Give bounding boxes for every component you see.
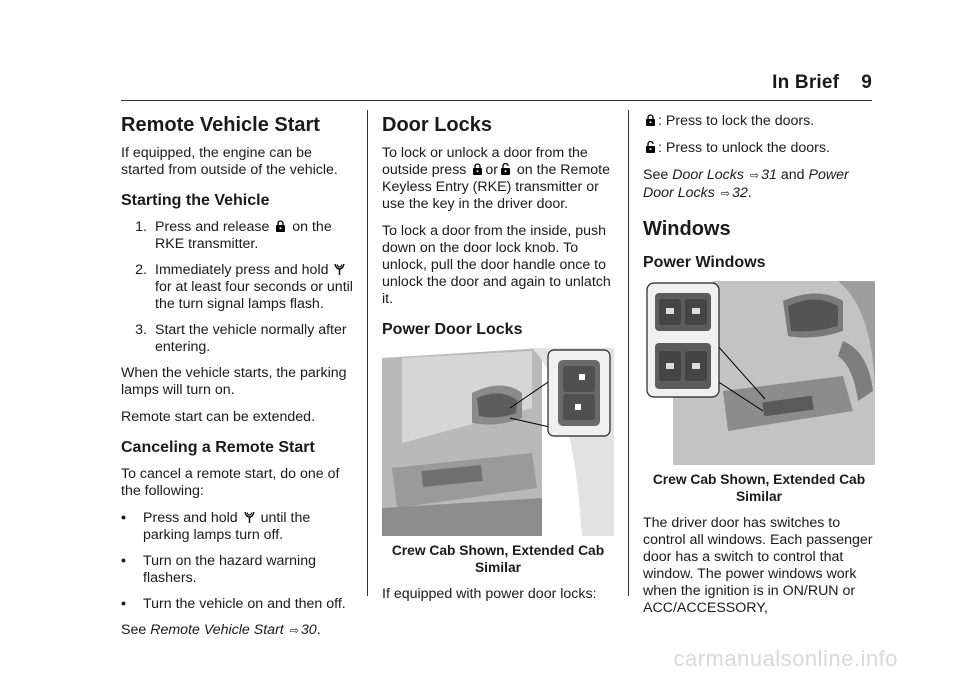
bullet-text: Turn the vehicle on and then off. [143,596,346,612]
list-item [121,553,353,587]
lock-icon [472,163,483,175]
xref-link[interactable]: Power Door Locks [643,167,849,201]
door-lock-switch-illustration [382,348,614,536]
remote-start-icon [334,263,345,275]
page-header [772,72,872,94]
xref-link[interactable]: Remote Vehicle Start [150,622,284,638]
figure-caption: Crew Cab Shown, Extended Cab Similar [391,543,605,575]
list-item [121,510,353,544]
paragraph: Remote start can be extended. [121,409,316,425]
unlock-icon [500,163,511,175]
figure-caption: Crew Cab Shown, Extended Cab Similar [652,472,866,504]
xref-link[interactable]: Door Locks [672,167,744,183]
column-right [643,113,875,627]
column-middle [382,105,614,613]
text: : Press to unlock the doors. [658,140,830,156]
bullet: • [121,596,126,612]
cross-reference [121,622,353,640]
heading-power-door-locks: Power Door Locks [382,321,523,338]
list-item [121,262,353,313]
text: and [780,167,805,183]
section-title: In Brief [772,72,840,93]
step-text: on the RKE transmitter. [155,219,332,252]
bullet: • [121,510,126,526]
step-text: Press and release [155,219,270,235]
xref-page[interactable]: 31 [761,167,777,183]
page-arrow-icon: ⇨ [289,625,299,637]
list-item [121,322,353,356]
step-text: Immediately press and hold [155,262,329,278]
page-arrow-icon: ⇨ [749,170,760,182]
list-item [121,219,353,253]
list-item [121,596,353,613]
step-number: 1. [135,219,147,235]
paragraph: If equipped, the engine can be started from outside of the vehicle. [121,145,338,178]
column-left [121,105,353,650]
bullet-text: Turn on the hazard warning flashers. [143,553,316,586]
watermark: carmanualsonline.info [673,646,898,671]
lock-icon [645,114,656,126]
unlock-icon [645,141,656,153]
see-label: See [643,167,669,183]
bullet-text: Press and hold [143,510,238,526]
heading-windows: Windows [643,218,731,240]
xref-page[interactable]: 30 [300,622,317,638]
page-number: 9 [861,72,872,93]
heading-remote-vehicle-start: Remote Vehicle Start [121,114,320,136]
punctuation: . [316,622,321,638]
power-window-switch-illustration [643,281,875,465]
xref-page[interactable]: 32 [731,185,748,201]
text: on the Remote Keyless Entry (RKE) transmitter or use the key in the driver door. [382,162,610,212]
step-number: 2. [135,262,147,278]
heading-canceling-remote-start: Canceling a Remote Start [121,439,315,456]
column-divider [628,110,629,596]
lock-icon [275,220,286,232]
heading-starting-the-vehicle: Starting the Vehicle [121,192,270,209]
step-text: for at least four seconds or until the turn signal lamps flash. [155,279,353,312]
paragraph: The driver door has switches to control all windows. Each passenger door has a switch to control that window. The power windows work when the ignition is in ON/RUN or ACC/ACCESSORY, [643,515,873,616]
text: or [485,162,498,178]
cross-reference [643,167,875,203]
heading-power-windows: Power Windows [643,254,766,271]
paragraph: When the vehicle starts, the parking lamps will turn on. [121,365,347,398]
step-text: Start the vehicle normally after entering. [155,322,347,355]
unlock-definition [643,140,875,157]
page-arrow-icon: ⇨ [720,188,730,200]
column-divider [367,110,368,596]
bullet: • [121,553,126,569]
punctuation: . [747,185,752,201]
paragraph: To lock a door from the inside, push down on the door lock knob. To unlock, pull the door handle once to unlock the door and again to unlatch it. [382,223,611,307]
text: : Press to lock the doors. [658,113,815,129]
paragraph: To cancel a remote start, do one of the following: [121,466,340,499]
header-rule [121,100,872,101]
heading-door-locks: Door Locks [382,114,493,136]
paragraph [382,145,614,213]
step-number: 3. [135,322,147,338]
paragraph: If equipped with power door locks: [382,586,597,602]
text: To lock or unlock a door from the outside press [382,145,588,178]
lock-definition [643,113,875,130]
bullet-text: until the parking lamps turn off. [143,510,311,543]
see-label: See [121,622,147,638]
remote-start-icon [244,511,255,523]
